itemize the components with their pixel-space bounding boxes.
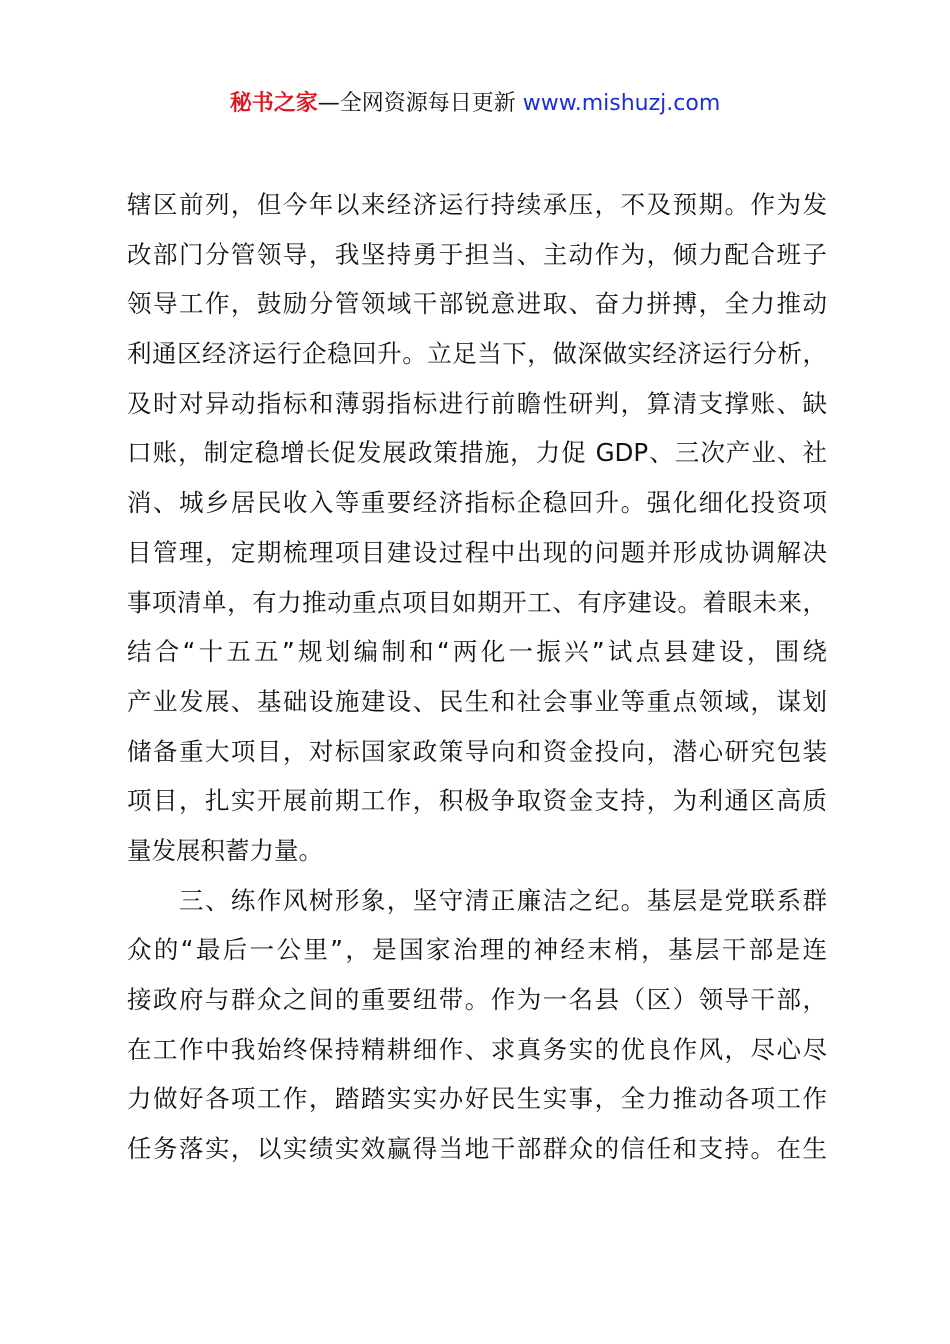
text-line: 众的“最后一公里”，是国家治理的神经末梢，基层干部是连 (127, 935, 827, 965)
text-line: 储备重大项目，对标国家政策导向和资金投向，潜心研究包装 (127, 736, 827, 766)
text-line: 任务落实，以实绩实效赢得当地干部群众的信任和支持。在生 (127, 1134, 827, 1164)
text-line: 事项清单，有力推动重点项目如期开工、有序建设。着眼未来， (127, 587, 827, 617)
text-line: 量发展积蓄力量。 (127, 835, 323, 865)
site-brand: 秘书之家 (229, 91, 318, 116)
text-line: 项目，扎实开展前期工作，积极争取资金支持，为利通区高质 (127, 786, 827, 816)
text-line: 领导工作，鼓励分管领域干部锐意进取、奋力拼搏，全力推动 (127, 289, 827, 319)
text-line: 目管理，定期梳理项目建设过程中出现的问题并形成协调解决 (127, 537, 827, 567)
text-line: 及时对异动指标和薄弱指标进行前瞻性研判，算清支撑账、缺 (127, 388, 827, 418)
document-body (127, 180, 827, 1174)
site-url-link[interactable]: www.mishuzj.com (522, 91, 721, 116)
text-line: 消、城乡居民收入等重要经济指标企稳回升。强化细化投资项 (127, 488, 827, 518)
text-line: 力做好各项工作，踏踏实实办好民生实事，全力推动各项工作 (127, 1084, 827, 1114)
text-line: 辖区前列，但今年以来经济运行持续承压，不及预期。作为发 (127, 190, 827, 219)
text-line: 改部门分管领导，我坚持勇于担当、主动作为，倾力配合班子 (127, 239, 827, 269)
section-heading-line: 三、练作风树形象，坚守清正廉洁之纪。基层是党联系群 (127, 885, 827, 915)
text-line: 接政府与群众之间的重要纽带。作为一名县（区）领导干部， (127, 985, 827, 1014)
site-tagline: —全网资源每日更新 (317, 91, 516, 116)
text-line: 利通区经济运行企稳回升。立足当下，做深做实经济运行分析， (127, 339, 827, 369)
text-line: 结合“十五五”规划编制和“两化一振兴”试点县建设，围绕 (127, 637, 827, 667)
text-line: 口账，制定稳增长促发展政策措施，力促 GDP、三次产业、社 (127, 438, 827, 468)
text-line: 在工作中我始终保持精耕细作、求真务实的优良作风，尽心尽 (127, 1034, 827, 1064)
site-header (0, 86, 950, 122)
text-line: 产业发展、基础设施建设、民生和社会事业等重点领域，谋划 (127, 686, 827, 716)
